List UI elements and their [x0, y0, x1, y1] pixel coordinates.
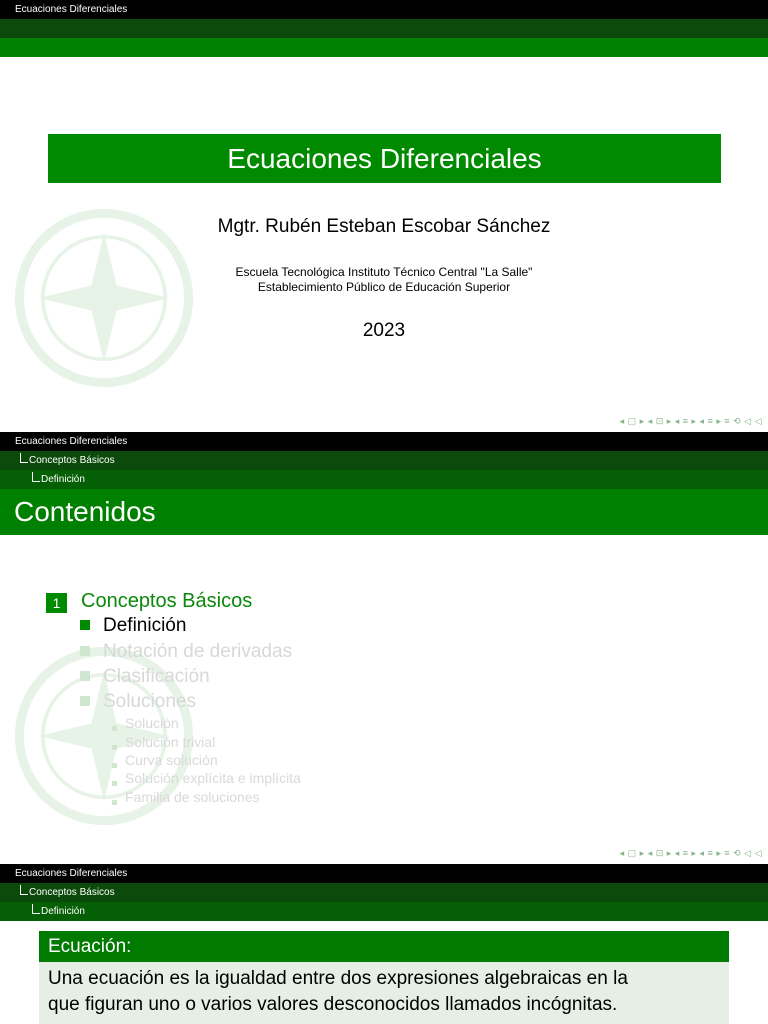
header-title: Ecuaciones Diferenciales	[15, 436, 128, 447]
bullet-square-icon	[112, 763, 117, 768]
bullet-square-icon	[80, 646, 90, 656]
toc-subsection-notacion[interactable]: Notación de derivadas	[80, 641, 292, 663]
institution-line-2: Establecimiento Público de Educación Superior	[257, 280, 511, 294]
header-title-bar	[0, 432, 768, 451]
header-title-bar	[0, 0, 768, 19]
author-name: Mgtr. Rubén Esteban Escobar Sánchez	[217, 216, 551, 237]
breadcrumb-section: Conceptos Básicos	[29, 883, 115, 902]
breadcrumb-section: Conceptos Básicos	[29, 451, 115, 470]
toc-subsection-soluciones[interactable]: Soluciones	[80, 691, 196, 713]
breadcrumb-subsection: Definición	[41, 902, 85, 921]
presentation-title: Ecuaciones Diferenciales	[48, 134, 721, 183]
bullet-square-icon	[80, 620, 90, 630]
slide-title	[0, 0, 768, 432]
institution	[0, 265, 768, 295]
header-section-bar	[0, 19, 768, 38]
presentation-year: 2023	[362, 320, 406, 341]
navigation-symbols[interactable]: ◂ ▢ ▸ ◂ ⊡ ▸ ◂ ≡ ▸ ◂ ≡ ▸ ≡ ⟲ ◁ ◁	[619, 416, 762, 426]
header-title: Ecuaciones Diferenciales	[15, 868, 128, 879]
tree-corner-icon	[20, 453, 28, 463]
bullet-square-icon	[112, 800, 117, 805]
frame-title: Contenidos	[0, 489, 768, 535]
section-number: 1	[46, 593, 67, 613]
tree-corner-icon	[32, 904, 40, 914]
header-subsection-bar	[0, 38, 768, 57]
definition-text-line-2: que figuran uno o varios valores desconocidos llamados incógnitas.	[48, 994, 618, 1015]
toc-subsubsection[interactable]: Solución	[112, 715, 179, 731]
toc-subsubsection[interactable]: Solución explícita e implícita	[112, 770, 301, 786]
tree-corner-icon	[20, 885, 28, 895]
navigation-symbols[interactable]: ◂ ▢ ▸ ◂ ⊡ ▸ ◂ ≡ ▸ ◂ ≡ ▸ ≡ ⟲ ◁ ◁	[619, 848, 762, 858]
bullet-square-icon	[112, 726, 117, 731]
slide-contents	[0, 432, 768, 864]
toc-subsubsection[interactable]: Solución trivial	[112, 734, 215, 750]
definition-text-line-1: Una ecuación es la igualdad entre dos expresiones algebraicas en la	[48, 968, 628, 989]
header-subsection-bar	[0, 470, 768, 489]
header-section-bar	[0, 883, 768, 902]
toc-subsection-clasificacion[interactable]: Clasificación	[80, 666, 210, 688]
bullet-square-icon	[112, 781, 117, 786]
header-section-bar	[0, 451, 768, 470]
breadcrumb-subsection: Definición	[41, 470, 85, 489]
bullet-square-icon	[80, 696, 90, 706]
header-title: Ecuaciones Diferenciales	[15, 4, 128, 15]
tree-corner-icon	[32, 472, 40, 482]
bullet-square-icon	[112, 745, 117, 750]
section-label: Conceptos Básicos	[81, 590, 253, 612]
bullet-square-icon	[80, 671, 90, 681]
definition-block-body	[39, 962, 729, 1024]
toc-subsubsection[interactable]: Familia de soluciones	[112, 789, 260, 805]
definition-block-title: Ecuación:	[39, 931, 729, 962]
header-title-bar	[0, 864, 768, 883]
toc-subsection-definicion[interactable]: Definición	[80, 615, 186, 637]
toc-subsubsection[interactable]: Curva solución	[112, 752, 218, 768]
institution-line-1: Escuela Tecnológica Instituto Técnico Central "La Salle"	[235, 265, 533, 279]
header-subsection-bar	[0, 902, 768, 921]
